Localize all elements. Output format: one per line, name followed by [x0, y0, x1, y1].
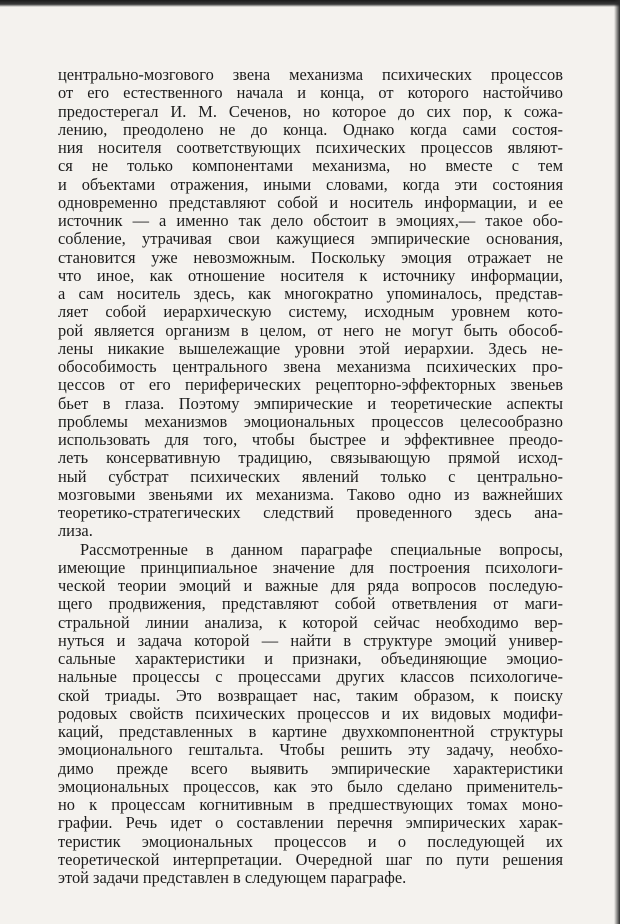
- text-line: одновременно представляют собой и носитель информации, и ее: [58, 193, 563, 212]
- text-line: этой задачи представлен в следующем параграфе.: [58, 869, 407, 887]
- scan-edge-top: [0, 0, 620, 7]
- text-line: мозговыми звеньями их механизма. Таково одно из важнейших: [58, 485, 563, 504]
- text-line: лиза.: [58, 522, 93, 541]
- text-line: теристик эмоциональных процессов и о последующей их: [58, 832, 563, 851]
- text-line: эмоциональных процессов, как это было сделано применитель-: [58, 777, 563, 796]
- text-line: теоретико-стратегических следствий проведенного здесь ана-: [58, 504, 563, 522]
- text-line: собление, утрачивая свои кажущиеся эмпирические основания,: [58, 230, 563, 249]
- scan-edge-right: [614, 0, 620, 924]
- text-line: эмоционального гештальта. Чтобы решить эту задачу, необхо-: [58, 741, 563, 760]
- book-page: [58, 66, 563, 887]
- text-line: цессов от его периферических рецепторно-эффекторных звеньев: [58, 376, 563, 395]
- text-line: от его естественного начала и конца, от которого настойчиво: [58, 84, 563, 103]
- text-line: проблемы механизмов эмоциональных процессов целесообразно: [58, 412, 563, 431]
- text-line: бьет в глаза. Поэтому эмпирические и теоретические аспекты: [58, 394, 563, 413]
- text-line: а сам носитель здесь, как многократно упоминалось, представ-: [58, 285, 563, 303]
- text-line: рой является организм в целом, от него не могут быть обособ-: [58, 321, 563, 340]
- text-line: источник — а именно так дело обстоит в эмоциях,— такое обо-: [58, 212, 563, 230]
- text-line: предостерегал И. М. Сеченов, но которое до сих пор, к сожа-: [58, 102, 563, 121]
- text-line: Рассмотренные в данном параграфе специальные вопросы,: [80, 540, 563, 559]
- text-line: обособимость центрального звена механизма психических про-: [58, 358, 563, 376]
- text-line: сальные характеристики и признаки, объединяющие эмоцио-: [58, 650, 563, 668]
- text-line: и объектами отражения, иными словами, когда эти состояния: [58, 175, 563, 194]
- text-line: ляет собой иерархическую систему, исходным уровнем кото-: [58, 303, 563, 322]
- text-line: щего продвижения, представляют собой ответвления от маги-: [58, 595, 563, 614]
- text-line: лению, преодолено не до конца. Однако когда сами состоя-: [58, 120, 563, 139]
- text-line: каций, представленных в картине двухкомпонентной структуры: [58, 723, 563, 741]
- text-line: ный субстрат психических явлений только с центрально-: [58, 467, 563, 486]
- text-line: использовать для того, чтобы быстрее и эффективнее преодо-: [58, 431, 563, 449]
- paragraph: [58, 66, 563, 541]
- text-line: имеющие принципиальное значение для построения психологи-: [58, 558, 563, 577]
- text-line: графии. Речь идет о составлении перечня эмпирических харак-: [58, 814, 563, 833]
- text-line: центрально-мозгового звена механизма психических процессов: [58, 66, 563, 84]
- text-line: нуться и задача которой — найти в структуре эмоций универ-: [58, 631, 563, 650]
- text-line: лены никакие вышележащие уровни этой иерархии. Здесь не-: [58, 339, 563, 358]
- text-line: ся не только компонентами механизма, но вместе с тем: [58, 157, 563, 176]
- text-line: стральной линии анализа, к которой сейчас необходимо вер-: [58, 613, 563, 632]
- text-line: ской триады. Это возвращает нас, таким образом, к поиску: [58, 686, 563, 705]
- text-line: родовых свойств психических процессов и их видовых модифи-: [58, 704, 563, 723]
- text-line: теоретической интерпретации. Очередной шаг по пути решения: [58, 850, 563, 869]
- text-line: ния носителя соответствующих психических процессов являют-: [58, 139, 563, 157]
- paragraph: [58, 541, 563, 888]
- text-line: димо прежде всего выявить эмпирические характеристики: [58, 759, 563, 778]
- text-line: нальные процессы с процессами других классов психологиче-: [58, 668, 563, 687]
- text-line: леть консервативную традицию, связывающую прямой исход-: [58, 449, 563, 468]
- text-line: становится уже невозможным. Поскольку эмоция отражает не: [58, 248, 563, 267]
- text-line: ческой теории эмоций и важные для ряда вопросов последую-: [58, 577, 563, 595]
- text-line: но к процессам когнитивным в предшествующих томах моно-: [58, 796, 563, 814]
- text-line: что иное, как отношение носителя к источнику информации,: [58, 266, 563, 285]
